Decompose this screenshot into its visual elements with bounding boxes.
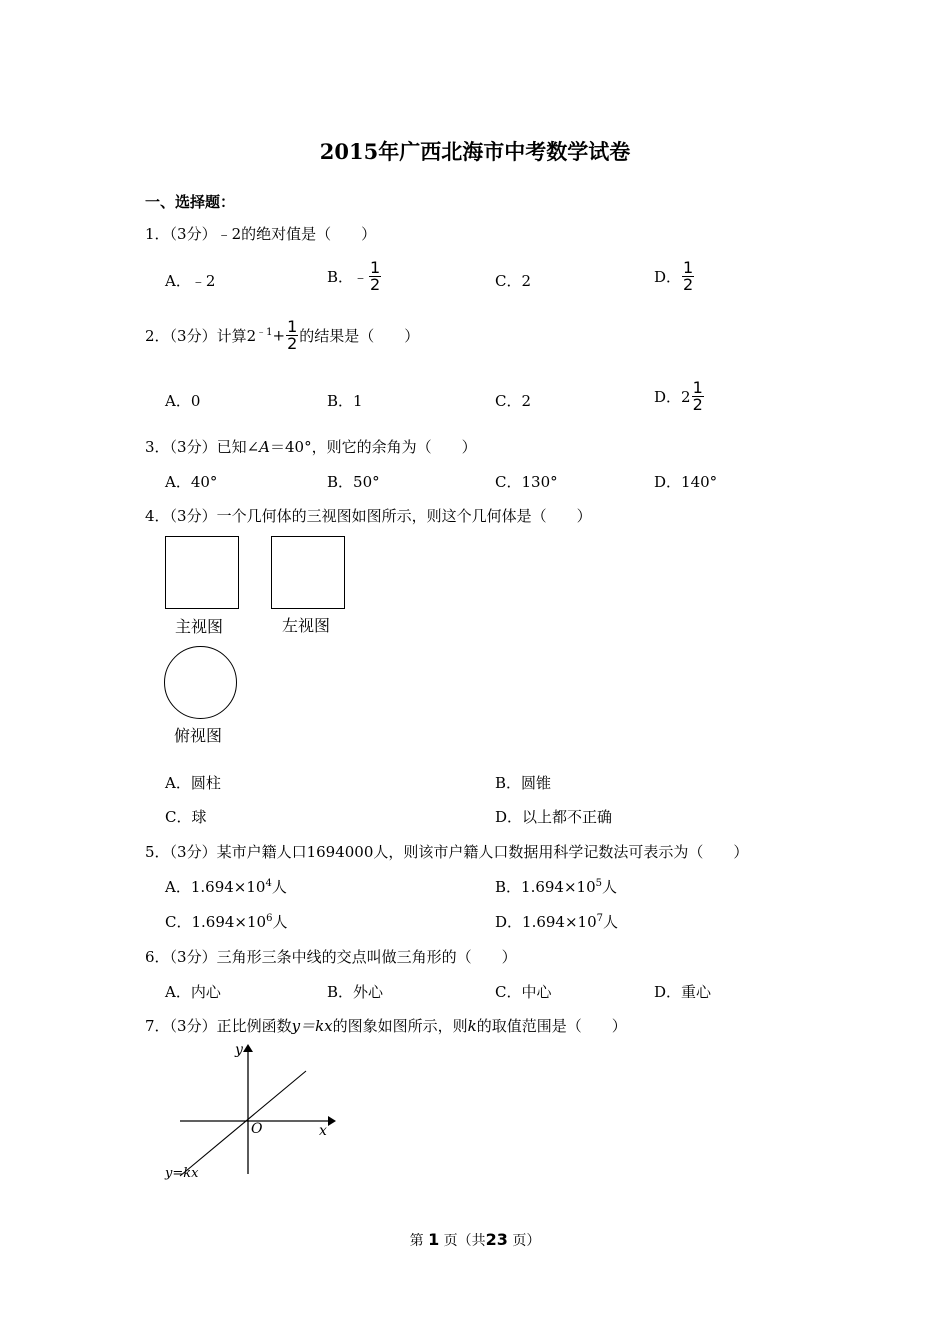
question-text: ﹣2的绝对值是（ ） xyxy=(216,225,377,243)
plus-sign: + xyxy=(272,326,286,345)
unit: 人 xyxy=(602,878,618,896)
question-text: 的结果是（ ） xyxy=(299,327,420,345)
q3-option-b: B．50° xyxy=(327,473,380,491)
fraction-numerator: 1 xyxy=(370,258,381,277)
q6-option-b: B．外心 xyxy=(327,983,384,1001)
option-base: A．1.694×10 xyxy=(165,878,266,896)
fraction-numerator: 1 xyxy=(692,378,703,397)
q3-option-d: D．140° xyxy=(654,473,718,491)
question-text: ＝40°，则它的余角为（ ） xyxy=(270,438,477,456)
question-text: 一个几何体的三视图如图所示，则这个几何体是（ ） xyxy=(216,507,592,525)
q4-option-c: C．球 xyxy=(165,808,207,826)
exponent: 6 xyxy=(266,913,273,924)
front-view-square xyxy=(165,536,239,609)
q1-option-d xyxy=(654,260,695,293)
top-view-label: 俯视图 xyxy=(174,726,223,745)
fraction-denominator: 2 xyxy=(692,395,703,414)
q2-option-b: B．1 xyxy=(327,392,363,410)
function-label: y=kx xyxy=(165,1166,199,1181)
fraction-denominator: 2 xyxy=(370,275,381,294)
page-title: 2015年广西北海市中考数学试卷 xyxy=(319,139,631,164)
exponent: ﹣1 xyxy=(256,326,273,338)
question-score: （3分） xyxy=(169,843,217,861)
exponent: 7 xyxy=(596,913,603,924)
question-score: （3分） xyxy=(169,1017,217,1035)
q6-option-a: A．内心 xyxy=(165,983,221,1001)
option-base: B．1.694×10 xyxy=(495,878,596,896)
question-text: 三角形三条中线的交点叫做三角形的（ ） xyxy=(216,948,517,966)
q4-option-a: A．圆柱 xyxy=(165,774,221,792)
fraction xyxy=(369,260,381,293)
question-number: 4． xyxy=(145,507,170,525)
origin-label: O xyxy=(251,1121,263,1137)
linear-function-graph xyxy=(160,1038,340,1186)
question-3 xyxy=(145,436,477,457)
q1-option-b xyxy=(327,260,382,293)
equation: y＝kx xyxy=(291,1017,333,1035)
option-label: D． xyxy=(654,268,682,286)
question-score: （3分） xyxy=(169,327,217,345)
variable: k xyxy=(467,1017,477,1035)
function-line xyxy=(180,1071,306,1176)
left-view-square xyxy=(271,536,345,609)
x-axis-arrow-icon xyxy=(328,1116,336,1126)
q5-option-d xyxy=(495,911,618,932)
fraction xyxy=(682,260,694,293)
option-base: D．1.694×10 xyxy=(495,913,597,931)
question-score: （3分） xyxy=(169,948,217,966)
question-text: 计算2 xyxy=(216,327,257,345)
front-view-label: 主视图 xyxy=(175,617,224,636)
variable: A xyxy=(259,438,271,456)
question-text: 的取值范围是（ ） xyxy=(476,1017,627,1035)
question-number: 3． xyxy=(145,438,170,456)
question-7 xyxy=(145,1015,627,1036)
q2-option-d xyxy=(654,380,705,413)
q6-option-d: D．重心 xyxy=(654,983,712,1001)
total-pages: 23 xyxy=(485,1230,508,1249)
question-number: 5． xyxy=(145,843,170,861)
footer-text: 页（共 xyxy=(443,1233,486,1249)
x-axis-label: x xyxy=(319,1123,327,1139)
q3-option-c: C．130° xyxy=(495,473,558,491)
top-view-circle xyxy=(164,646,237,719)
q2-option-a: A．0 xyxy=(165,392,201,410)
q5-option-a xyxy=(165,876,287,897)
option-label: D．2 xyxy=(654,388,691,406)
option-label: B．﹣ xyxy=(327,268,369,286)
fraction-denominator: 2 xyxy=(287,334,298,353)
option-base: C．1.694×10 xyxy=(165,913,267,931)
current-page-number: 1 xyxy=(428,1230,440,1249)
question-number: 7． xyxy=(145,1017,170,1035)
q5-option-c xyxy=(165,911,287,932)
question-number: 2． xyxy=(145,327,170,345)
q4-option-d: D．以上都不正确 xyxy=(495,808,613,826)
q3-option-a: A．40° xyxy=(165,473,218,491)
question-text: 正比例函数 xyxy=(216,1017,292,1035)
q2-option-c: C．2 xyxy=(495,392,532,410)
fraction-denominator: 2 xyxy=(683,275,694,294)
question-number: 1． xyxy=(145,225,170,243)
question-number: 6． xyxy=(145,948,170,966)
footer-text: 第 xyxy=(409,1233,424,1249)
q5-option-b xyxy=(495,876,617,897)
question-5 xyxy=(145,841,748,862)
section-heading: 一、选择题： xyxy=(145,193,236,211)
page-footer xyxy=(0,1230,950,1250)
fraction xyxy=(286,319,298,352)
q6-option-c: C．中心 xyxy=(495,983,552,1001)
question-text: 某市户籍人口1694000人，则该市户籍人口数据用科学记数法可表示为（ ） xyxy=(216,843,749,861)
left-view-label: 左视图 xyxy=(282,616,331,635)
exponent: 5 xyxy=(595,878,602,889)
footer-text: 页） xyxy=(512,1233,541,1249)
question-score: （3分） xyxy=(169,507,217,525)
question-text: 的图象如图所示，则 xyxy=(332,1017,468,1035)
question-text: 已知∠ xyxy=(216,438,260,456)
fraction-numerator: 1 xyxy=(683,258,694,277)
y-axis-arrow-icon xyxy=(243,1044,253,1052)
exponent: 4 xyxy=(265,878,272,889)
unit: 人 xyxy=(272,913,288,931)
fraction-numerator: 1 xyxy=(287,317,298,336)
q1-option-a: A．﹣2 xyxy=(165,272,216,290)
unit: 人 xyxy=(271,878,287,896)
q1-option-c: C．2 xyxy=(495,272,532,290)
question-6 xyxy=(145,946,517,967)
question-score: （3分） xyxy=(169,438,217,456)
y-axis-label: y xyxy=(235,1042,243,1058)
question-score: （3分） xyxy=(169,225,217,243)
q4-option-b: B．圆锥 xyxy=(495,774,552,792)
fraction xyxy=(692,380,704,413)
unit: 人 xyxy=(603,913,619,931)
question-4 xyxy=(145,505,592,526)
question-1 xyxy=(145,223,376,244)
question-2 xyxy=(145,319,419,352)
